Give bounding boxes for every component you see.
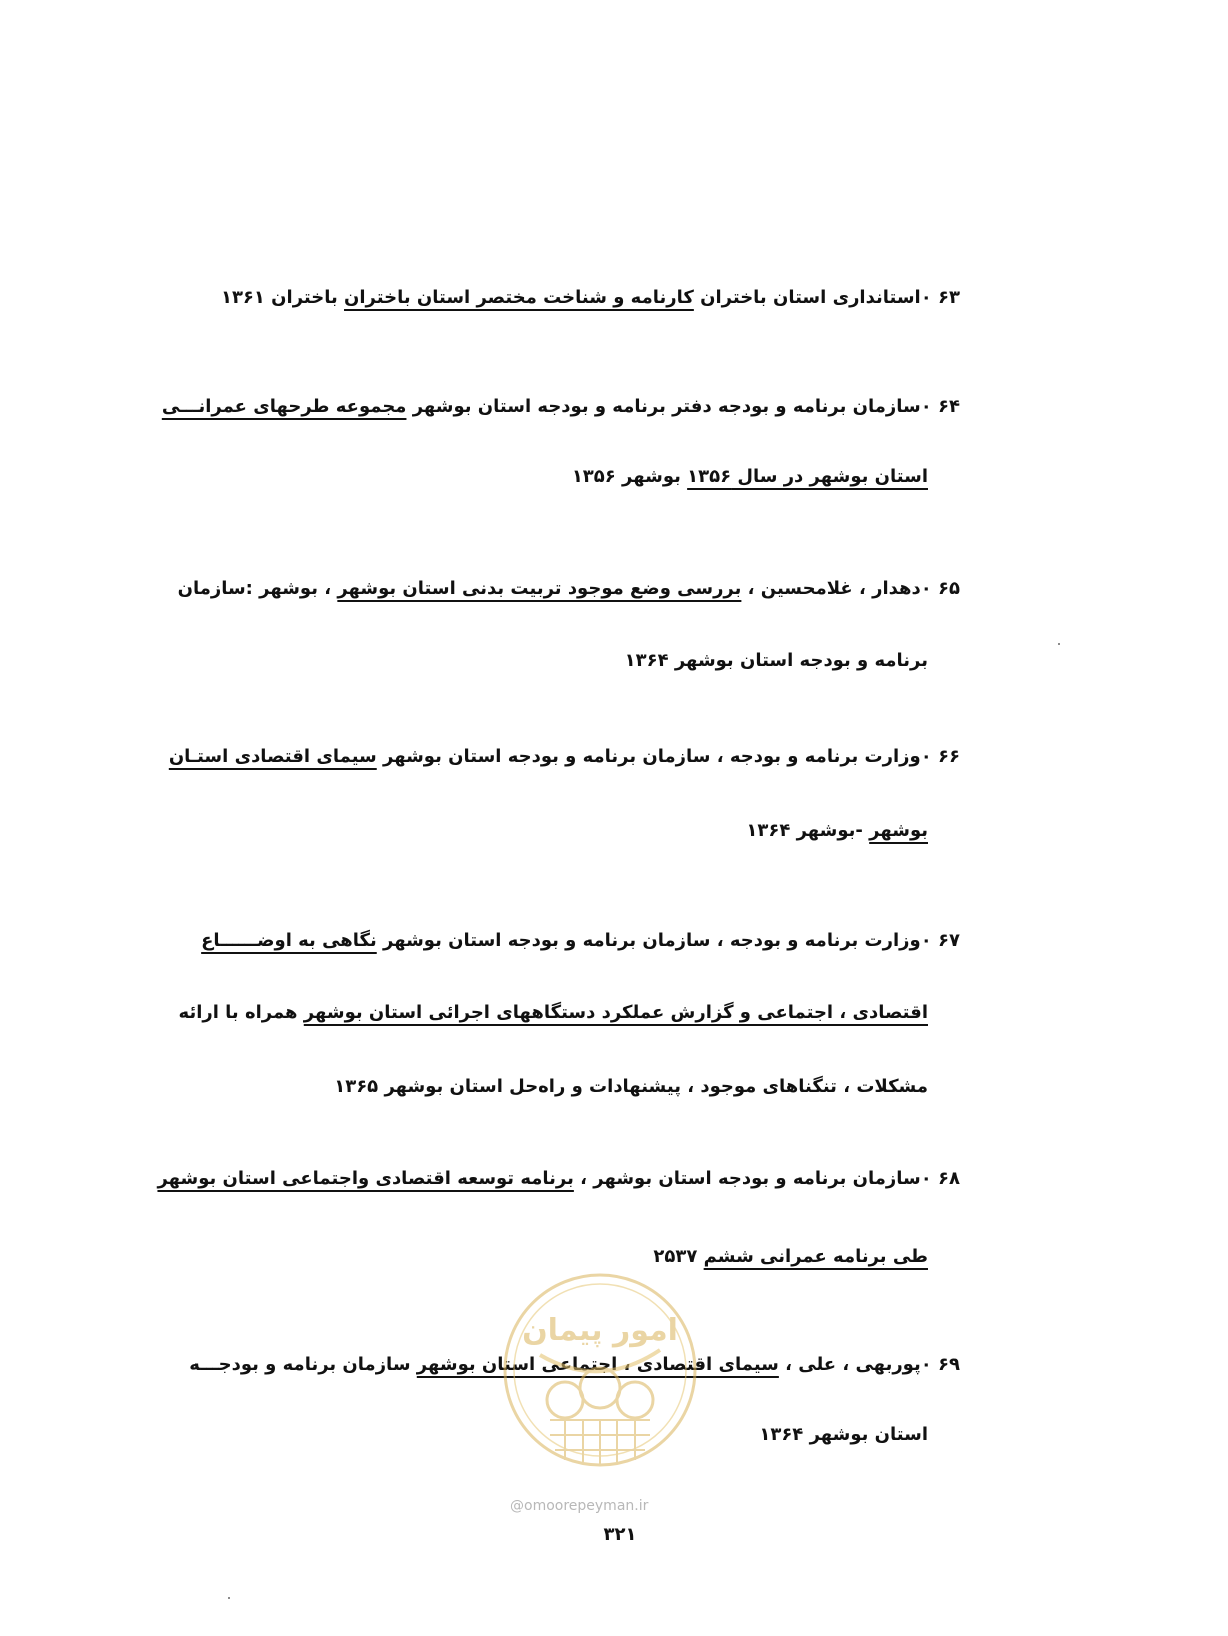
entry-text: ۲۵۳۷ [653, 1246, 704, 1267]
entry-text: ۶۸ ۰سازمان برنامه و بودجه استان بوشهر ، [573, 1168, 960, 1189]
entry-68-line-1 [157, 1166, 960, 1192]
entry-text: استان بوشهر ۱۳۶۴ [759, 1424, 928, 1445]
entry-text: سازمان برنامه و بودجـــه [189, 1354, 417, 1375]
entry-64-line-1 [161, 394, 960, 420]
entry-title-underlined: مجموعه طرحهای عمرانـــی [161, 396, 407, 417]
entry-text: ۶۵ ۰دهدار ، غلامحسین ، [741, 578, 960, 599]
entry-65-line-1 [177, 576, 960, 602]
watermark-text: امور پیمان [522, 1313, 678, 1348]
entry-67-line-1 [201, 928, 960, 954]
entry-66-line-2 [188, 818, 928, 844]
entry-title-underlined: سیمای اقتصادی ، اجتماعی استان بوشهر [416, 1354, 779, 1375]
entry-64-line-2 [188, 464, 928, 490]
entry-title-underlined: نگاهی به اوضــــــاع [201, 930, 377, 951]
entry-67-line-2 [178, 1000, 928, 1026]
entry-title-underlined: بررسی وضع موجود تربیت بدنی استان بوشهر [337, 578, 742, 599]
entry-text: -بوشهر ۱۳۶۴ [746, 820, 870, 841]
entry-67-line-3 [188, 1074, 928, 1100]
entry-text: ۶۷ ۰وزارت برنامه و بودجه ، سازمان برنامه و بودجه استان بوشهر [376, 930, 960, 951]
entry-title-underlined: کارنامه و شناخت مختصر استان باختران [344, 287, 694, 308]
entry-65-line-2 [188, 648, 928, 674]
entry-text: ۶۶ ۰وزارت برنامه و بودجه ، سازمان برنامه و بودجه استان بوشهر [376, 746, 960, 767]
entry-title-underlined: اقتصادی ، اجتماعی و گزارش عملکرد دستگاههای اجرائی استان بوشهر [303, 1002, 928, 1023]
entry-text: ۶۹ ۰پوربهی ، علی ، [778, 1354, 960, 1375]
entry-text: ۶۴ ۰سازمان برنامه و بودجه دفتر برنامه و بودجه استان بوشهر [406, 396, 960, 417]
entry-text: ، بوشهر :سازمان [177, 578, 338, 599]
entry-title-underlined: استان بوشهر در سال ۱۳۵۶ [687, 466, 928, 487]
scan-speck [1058, 643, 1060, 645]
entry-text: مشکلات ، تنگناهای موجود ، پیشنهادات و راه‌حل استان بوشهر ۱۳۶۵ [334, 1076, 928, 1097]
entry-title-underlined: بوشهر [869, 820, 928, 841]
entry-text: ۶۳ ۰استانداری استان باختران [693, 287, 960, 308]
entry-text: همراه با ارائه [178, 1002, 304, 1023]
entry-66-line-1 [168, 744, 960, 770]
watermark-url: @omoorepeyman.ir [510, 1498, 649, 1514]
entry-text: بوشهر ۱۳۵۶ [571, 466, 688, 487]
watermark-seal-icon [495, 1270, 705, 1490]
entry-title-underlined: سیمای اقتصادی استـان [168, 746, 377, 767]
entry-68-line-2 [188, 1244, 928, 1270]
entry-title-underlined: برنامه توسعه اقتصادی واجتماعی استان بوشهر [157, 1168, 574, 1189]
entry-title-underlined: طی برنامه عمرانی ششم [703, 1246, 928, 1267]
entry-63-line-1 [220, 285, 960, 311]
scan-speck [228, 1597, 230, 1599]
entry-text: باختران ۱۳۶۱ [220, 287, 345, 308]
entry-text: برنامه و بودجه استان بوشهر ۱۳۶۴ [624, 650, 928, 671]
page-number: ۳۲۱ [603, 1524, 637, 1545]
